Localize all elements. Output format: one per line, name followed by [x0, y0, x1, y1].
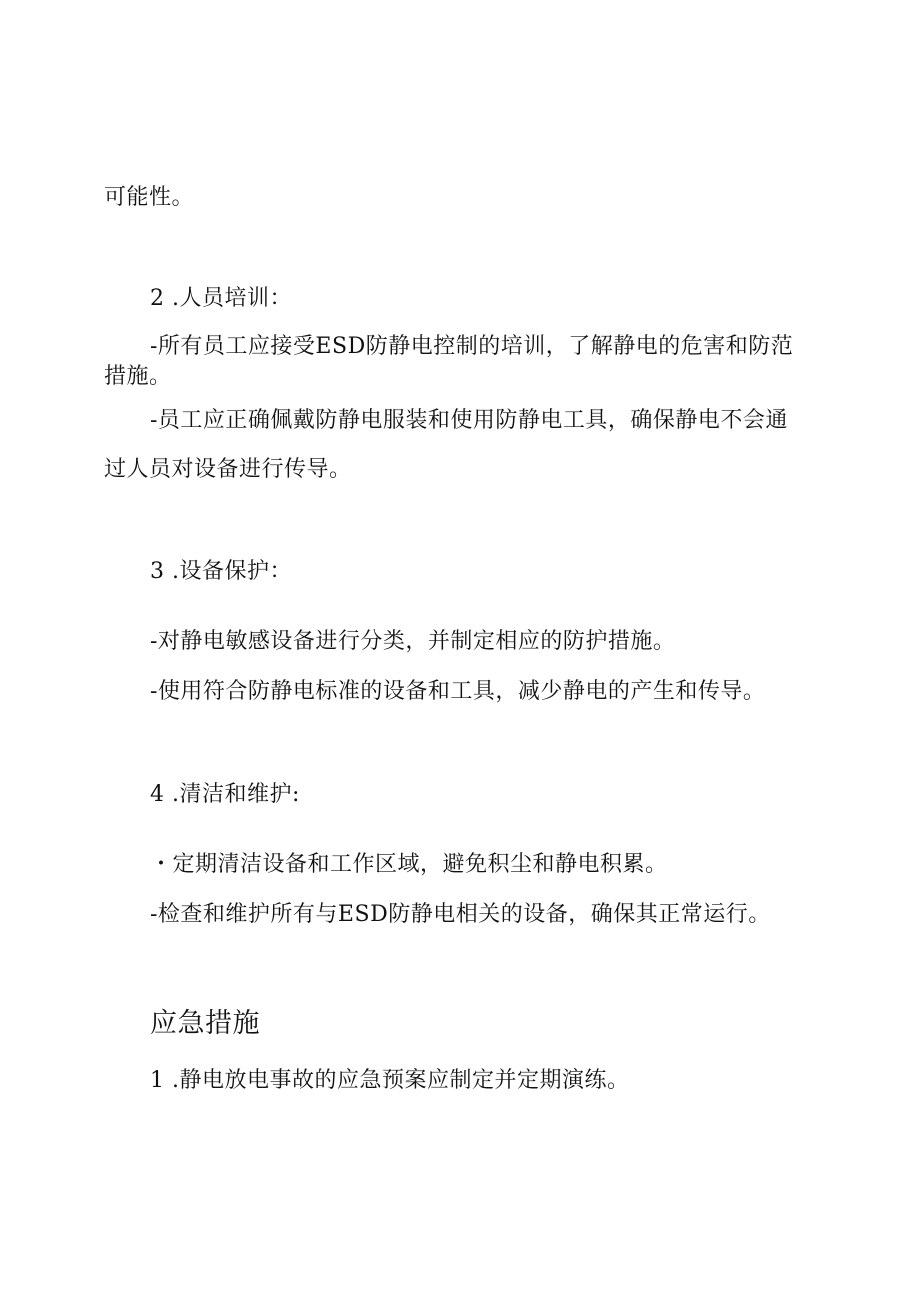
bullet-training-line-1: -所有员工应接受ESD防静电控制的培训，了解静电的危害和防范: [150, 334, 794, 359]
bullet-training-line-2: 措施。: [104, 364, 172, 389]
bullet-clothing-line-1: -员工应正确佩戴防静电服装和使用防静电工具，确保静电不会通: [150, 408, 788, 433]
section-title-cleaning-maintenance: 4 .清洁和维护:: [150, 782, 300, 807]
bullet-clothing-line-2: 过人员对设备进行传导。: [104, 457, 352, 482]
paragraph-continuation: 可能性。: [104, 185, 195, 210]
bullet-compliant-tools: -使用符合防静电标准的设备和工具，减少静电的产生和传导。: [150, 679, 766, 704]
emergency-item-1: 1 .静电放电事故的应急预案应制定并定期演练。: [150, 1068, 630, 1093]
bullet-cleaning: ・定期清洁设备和工作区域，避免积尘和静电积累。: [150, 852, 668, 877]
section-title-personnel-training: 2 .人员培训：: [150, 286, 292, 311]
section-heading-emergency: 应急措施: [150, 1008, 260, 1039]
bullet-maintenance: -检查和维护所有与ESD防静电相关的设备，确保其正常运行。: [150, 902, 771, 927]
section-title-equipment-protection: 3 .设备保护：: [150, 559, 292, 584]
bullet-classification: -对静电敏感设备进行分类，并制定相应的防护措施。: [150, 629, 676, 654]
